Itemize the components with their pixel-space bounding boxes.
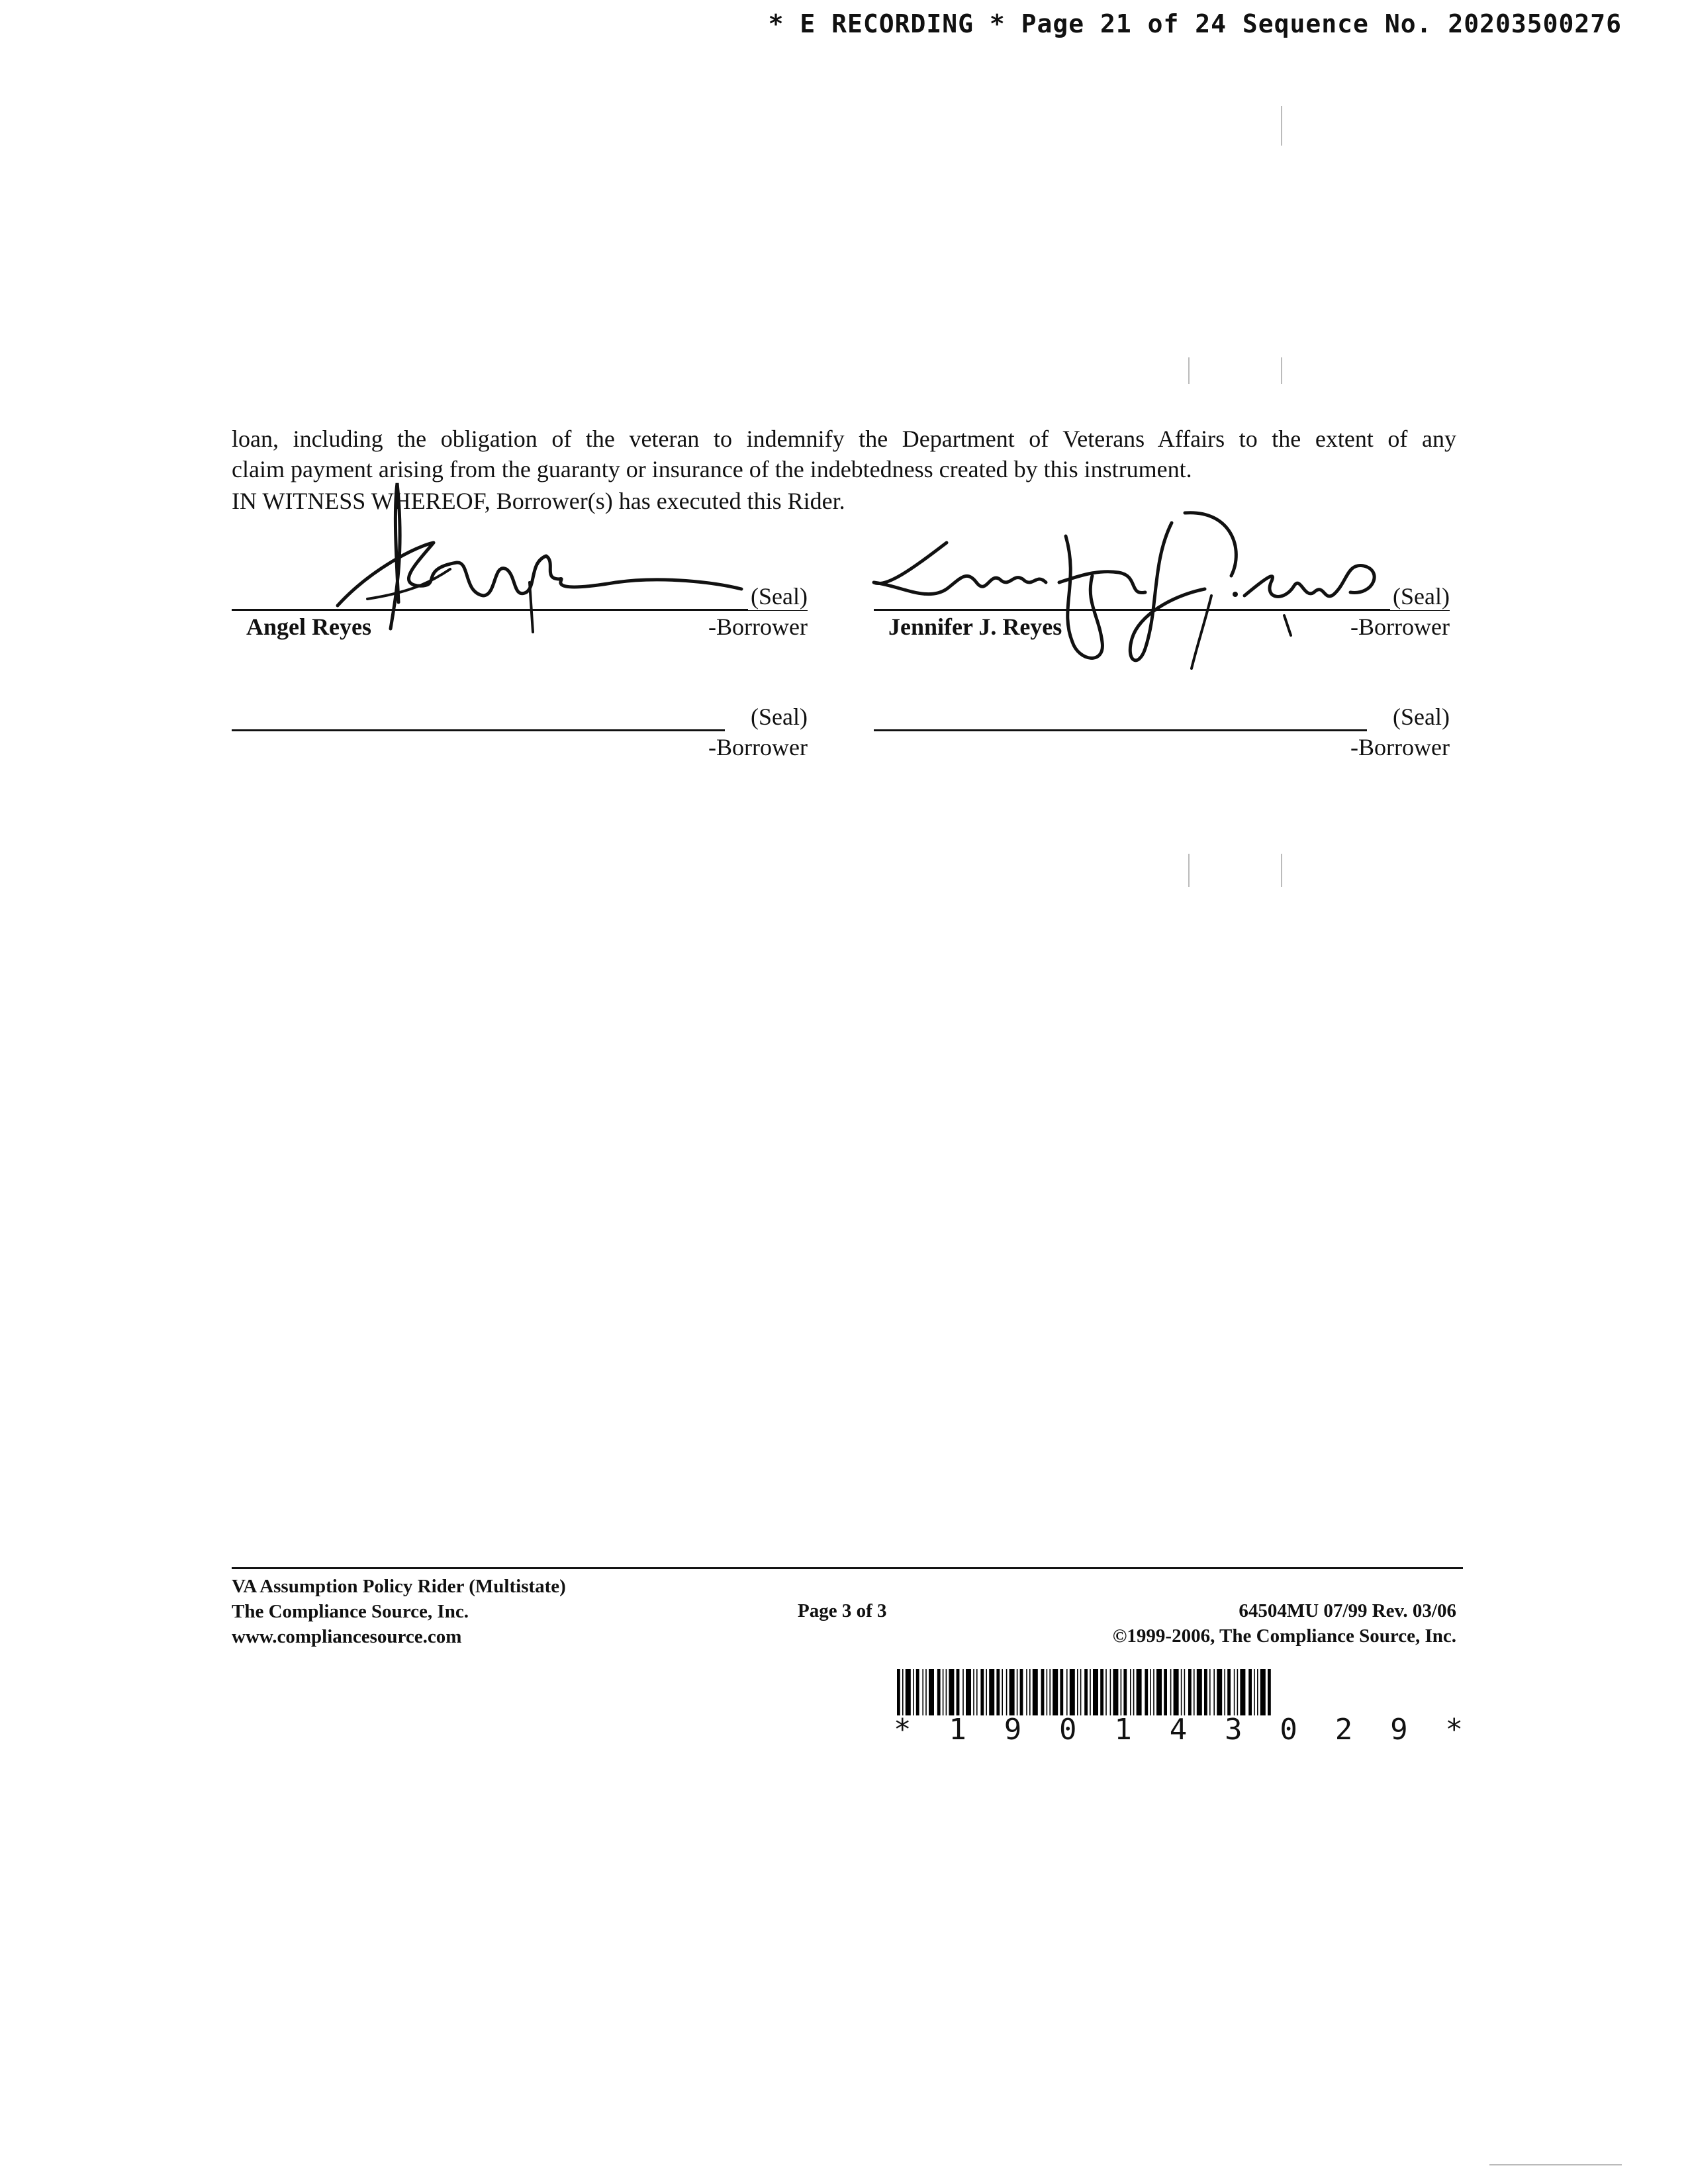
barcode-bar <box>913 1669 914 1715</box>
barcode-bar <box>922 1669 923 1715</box>
barcode-bar <box>1260 1669 1266 1715</box>
scan-artifact <box>1281 357 1282 384</box>
barcode-bar <box>1184 1669 1186 1715</box>
borrower-role-label: -Borrower <box>708 734 808 760</box>
barcode-bar <box>1060 1669 1063 1715</box>
copyright-notice: ©1999-2006, The Compliance Source, Inc. <box>1112 1625 1456 1647</box>
barcode-bar <box>986 1669 987 1715</box>
barcode-bar <box>1029 1669 1031 1715</box>
barcode-bar <box>1164 1669 1167 1715</box>
barcode-bar <box>1090 1669 1091 1715</box>
barcode-bar <box>1066 1669 1068 1715</box>
barcode-bar <box>1033 1669 1038 1715</box>
barcode-bar <box>949 1669 954 1715</box>
barcode-bar <box>1077 1669 1078 1715</box>
barcode-bar <box>1268 1669 1271 1715</box>
signature-block-blank-left <box>232 703 808 769</box>
barcode-digit: 4 <box>1169 1713 1188 1747</box>
barcode-bar <box>929 1669 934 1715</box>
body-line-2: claim payment arising from the guaranty or insurance of the indebtedness created by this instrument. <box>232 456 1192 482</box>
barcode-digit: * <box>1445 1713 1463 1747</box>
barcode-bar <box>1240 1669 1245 1715</box>
barcode-digit: 9 <box>1004 1713 1022 1747</box>
signature-line <box>232 729 725 731</box>
footer-right <box>1113 1598 1456 1649</box>
form-title: VA Assumption Policy Rider (Multistate) <box>232 1576 566 1597</box>
barcode-bar <box>1009 1669 1015 1715</box>
barcode-bar <box>1209 1669 1211 1715</box>
barcode-bar <box>1153 1669 1154 1715</box>
barcode-bar <box>906 1669 911 1715</box>
barcode-digit: 3 <box>1225 1713 1243 1747</box>
barcode-bar <box>1227 1669 1231 1715</box>
barcode-digit: 9 <box>1390 1713 1408 1747</box>
barcode-bar <box>1217 1669 1222 1715</box>
barcode-bar <box>937 1669 941 1715</box>
scan-artifact <box>1188 854 1190 887</box>
barcode-bar <box>925 1669 927 1715</box>
barcode-bar <box>1070 1669 1075 1715</box>
barcode-digit: 1 <box>1114 1713 1132 1747</box>
barcode-digit: 2 <box>1335 1713 1353 1747</box>
scan-artifact <box>1489 2164 1622 2165</box>
barcode-bar <box>1080 1669 1082 1715</box>
barcode-digit: 1 <box>949 1713 966 1747</box>
barcode-bar <box>1224 1669 1225 1715</box>
borrower-role-label: -Borrower <box>1350 614 1450 640</box>
rider-body-text <box>232 424 1456 484</box>
barcode-bar <box>1026 1669 1027 1715</box>
barcode-bar <box>966 1669 971 1715</box>
signature-block-angel-reyes <box>232 582 808 649</box>
body-line-1: loan, including the obligation of the veteran to indemnify the Department of Veterans Affairs to the extent of any <box>232 426 1456 452</box>
barcode-bar <box>1093 1669 1098 1715</box>
barcode-bar <box>1174 1669 1179 1715</box>
witness-clause: IN WITNESS WHEREOF, Borrower(s) has executed this Rider. <box>232 488 845 514</box>
barcode-bar <box>916 1669 919 1715</box>
barcode-bar <box>1113 1669 1118 1715</box>
barcode-bar <box>1017 1669 1018 1715</box>
barcode-bar <box>1248 1669 1252 1715</box>
barcode-bar <box>897 1669 900 1715</box>
document-barcode <box>897 1669 1460 1715</box>
barcode-digits <box>894 1713 1463 1747</box>
scan-artifact <box>1281 854 1282 887</box>
barcode-bar <box>1170 1669 1172 1715</box>
signature-line <box>874 729 1367 731</box>
barcode-bar <box>1150 1669 1151 1715</box>
barcode-bar <box>1002 1669 1003 1715</box>
barcode-bar <box>957 1669 960 1715</box>
barcode-bar <box>962 1669 964 1715</box>
barcode-bar <box>1047 1669 1048 1715</box>
barcode-digit: * <box>894 1713 912 1747</box>
page-number: Page 3 of 3 <box>798 1600 887 1621</box>
barcode-bar <box>1006 1669 1008 1715</box>
barcode-bar <box>1041 1669 1045 1715</box>
signature-block-blank-right <box>874 703 1450 769</box>
company-website: www.compliancesource.com <box>232 1626 462 1647</box>
barcode-bar <box>1145 1669 1148 1715</box>
barcode-bar <box>1100 1669 1103 1715</box>
barcode-bar <box>1121 1669 1122 1715</box>
barcode-bar <box>1130 1669 1131 1715</box>
borrower-role-label: -Borrower <box>708 614 808 640</box>
seal-label: (Seal) <box>748 703 808 731</box>
seal-label: (Seal) <box>1390 582 1450 610</box>
barcode-bar <box>1123 1669 1127 1715</box>
seal-label: (Seal) <box>1390 703 1450 731</box>
barcode-bar <box>946 1669 947 1715</box>
barcode-bar <box>1194 1669 1195 1715</box>
barcode-bar <box>1204 1669 1207 1715</box>
barcode-bar <box>1110 1669 1111 1715</box>
barcode-bar <box>1213 1669 1215 1715</box>
barcode-bar <box>1254 1669 1255 1715</box>
barcode-bar <box>980 1669 984 1715</box>
recording-stamp: * E RECORDING * Page 21 of 24 Sequence No. 20203500276 <box>768 9 1622 38</box>
borrower-name: Angel Reyes <box>246 614 371 640</box>
barcode-bar <box>996 1669 1000 1715</box>
scan-artifact <box>1281 106 1282 146</box>
signature-block-jennifer-reyes <box>874 582 1450 649</box>
form-number: 64504MU 07/99 Rev. 03/06 <box>1239 1600 1456 1621</box>
barcode-bar <box>1237 1669 1239 1715</box>
footer-rule <box>232 1567 1463 1569</box>
barcode-bar <box>1020 1669 1023 1715</box>
barcode-bar <box>1084 1669 1088 1715</box>
barcode-bar <box>943 1669 944 1715</box>
barcode-bar <box>1105 1669 1107 1715</box>
barcode-bar <box>989 1669 994 1715</box>
seal-label: (Seal) <box>748 582 808 610</box>
barcode-bar <box>1133 1669 1135 1715</box>
barcode-bar <box>1197 1669 1202 1715</box>
barcode-bar <box>1156 1669 1162 1715</box>
barcode-bar <box>973 1669 974 1715</box>
barcode-bar <box>1181 1669 1182 1715</box>
barcode-digit: 0 <box>1280 1713 1297 1747</box>
barcode-bar <box>976 1669 978 1715</box>
signature-line <box>232 609 808 611</box>
footer-left <box>232 1574 566 1649</box>
signature-line <box>874 609 1450 611</box>
borrower-name: Jennifer J. Reyes <box>888 614 1062 640</box>
barcode-digit: 0 <box>1059 1713 1077 1747</box>
barcode-bar <box>1053 1669 1058 1715</box>
borrower-role-label: -Borrower <box>1350 734 1450 760</box>
barcode-bar <box>1257 1669 1258 1715</box>
barcode-bar <box>1234 1669 1235 1715</box>
barcode-bar <box>902 1669 904 1715</box>
barcode-bar <box>1188 1669 1192 1715</box>
company-name: The Compliance Source, Inc. <box>232 1601 469 1622</box>
scan-artifact <box>1188 357 1190 384</box>
barcode-bar <box>1049 1669 1051 1715</box>
barcode-bar <box>1137 1669 1142 1715</box>
